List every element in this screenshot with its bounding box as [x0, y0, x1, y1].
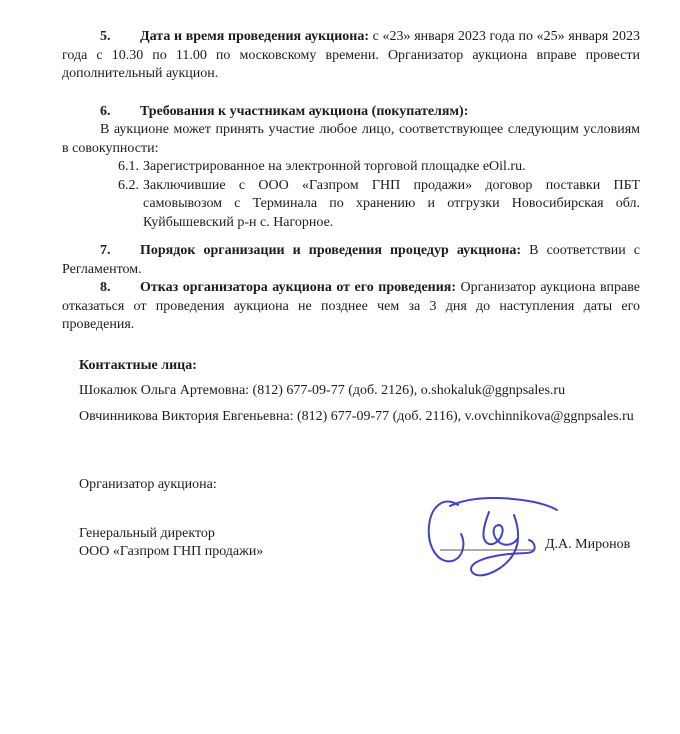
contact-entry: Овчинникова Виктория Евгеньевна: (812) 677-09-77 (доб. 2116), v.ovchinnikova@ggnpsales.ru — [79, 408, 634, 424]
section-6-heading — [62, 103, 640, 122]
section-5-title: Дата и время проведения аукциона: — [140, 29, 370, 44]
subitem-6-2-text: Заключившие с ООО «Газпром ГНП продажи» договор поставки ПБТ самовывозом с Терминала по хранению и отгрузки Новосибирская обл. Куйбышевский р-н с. Нагорное. — [143, 177, 640, 230]
section-6-intro-text: В аукционе может принять участие любое лицо, соответствующее следующим условиям в совокупности: — [62, 122, 640, 156]
subitem-6-1-number: 6.1. — [118, 159, 139, 174]
subitem-6-1-text: Зарегистрированное на электронной торговой площадке eOil.ru. — [143, 159, 526, 174]
section-8-body: Организатор аукциона вправе отказаться от проведения аукциона не позднее чем за 3 дня до наступления даты его проведения. — [62, 280, 640, 332]
handwritten-signature-icon — [425, 495, 560, 600]
section-7-number: 7. — [100, 243, 111, 258]
subitem-6-1 — [118, 158, 640, 177]
contacts-heading: Контактные лица: — [79, 357, 197, 373]
section-7-title: Порядок организации и проведения процедур аукциона: — [140, 243, 522, 258]
section-6-title: Требования к участникам аукциона (покупателям): — [140, 103, 469, 119]
section-6-intro — [62, 121, 640, 158]
section-5-paragraph — [62, 28, 640, 84]
subitem-6-2 — [118, 177, 640, 233]
section-8-number: 8. — [100, 280, 111, 295]
section-8-paragraph — [62, 279, 640, 335]
section-7-paragraph — [62, 242, 640, 279]
signer-company: ООО «Газпром ГНП продажи» — [79, 544, 264, 559]
section-8-title: Отказ организатора аукциона от его проведения: — [140, 280, 457, 295]
signature-area — [425, 495, 660, 605]
section-6-number: 6. — [100, 103, 111, 119]
signer-name: Д.А. Миронов — [545, 537, 631, 552]
organizer-label: Организатор аукциона: — [79, 477, 217, 492]
contact-entry: Шокалюк Ольга Артемовна: (812) 677-09-77 (доб. 2126), o.shokaluk@ggnpsales.ru — [79, 383, 566, 398]
section-5-number: 5. — [100, 29, 111, 44]
section-7-body: В соответствии с Регламентом. — [62, 243, 640, 277]
contacts-block — [79, 357, 640, 427]
subitem-6-2-number: 6.2. — [118, 177, 139, 193]
section-5-body: с «23» января 2023 года по «25» января 2023 года с 10.30 по 11.00 по московскому времени. Организатор аукциона вправе провести дополнительный аукцион. — [62, 29, 640, 81]
signer-position: Генеральный директор — [79, 525, 215, 541]
